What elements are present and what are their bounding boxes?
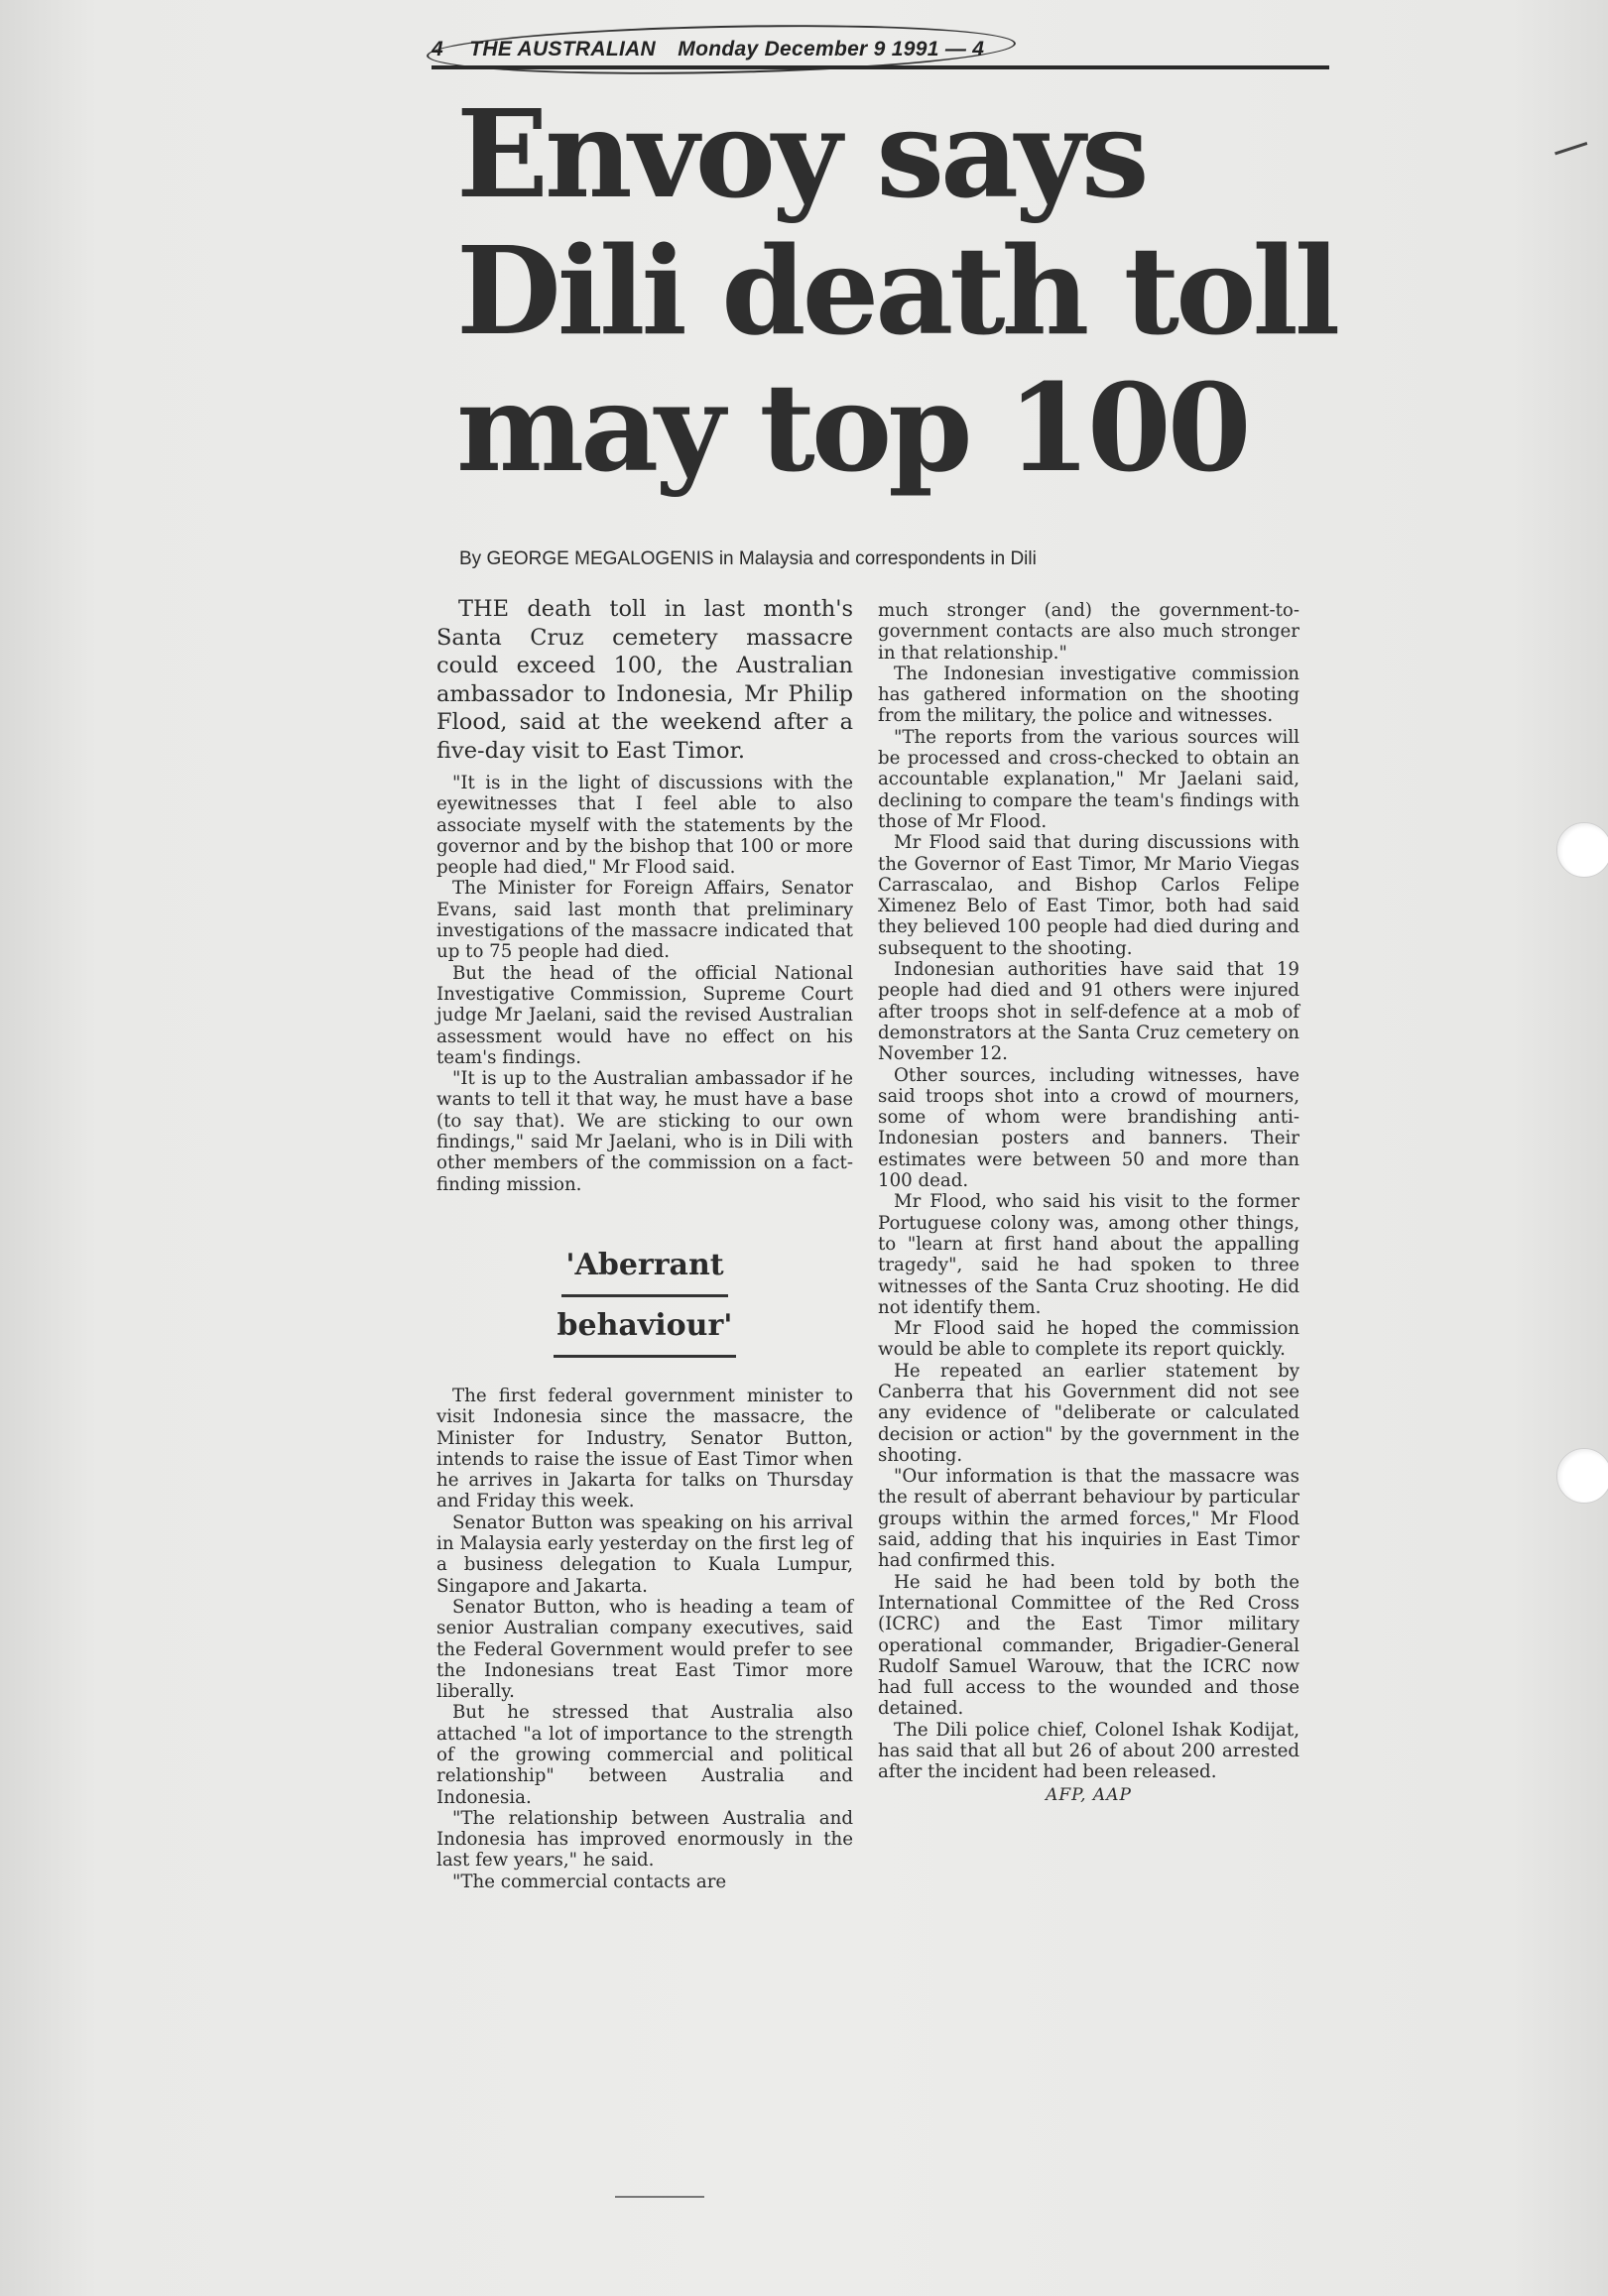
paragraph: "Our information is that the massacre was the result of aberrant behaviour by particular groups within the armed forces," Mr Flood said, adding that his inquiries in East Timor had confirmed this. — [878, 1466, 1299, 1572]
paragraph: "It is in the light of discussions with the eyewitnesses that I feel able to also associate myself with the statements by the governor and by the bishop that 100 or more people had died," Mr Flood said. — [436, 773, 853, 879]
headline — [456, 82, 1337, 499]
paragraph: He said he had been told by both the International Committee of the Red Cross (ICRC) and the East Timor military operational commander, Brigadier-General Rudolf Samuel Warouw, that the ICRC now had full access to the wounded and those detained. — [878, 1571, 1299, 1720]
paragraph: The Dili police chief, Colonel Ishak Kodijat, has said that all but 26 of about 200 arrested after the incident had been released. — [878, 1719, 1299, 1783]
paragraph: much stronger (and) the government-to-government contacts are also much stronger in that relationship." — [878, 600, 1299, 664]
paragraph: "The commercial contacts are — [452, 1871, 727, 1892]
paragraph: Indonesian authorities have said that 19 people had died and 91 others were injured after troops shot in self-defence at a mob of demonstrators at the Santa Cruz cemetery on November 12. — [878, 959, 1299, 1065]
paragraph: But the head of the official National Investigative Commission, Supreme Court judge Mr Jaelani, said the revised Australian assessment would have no effect on his team's findings. — [436, 962, 853, 1068]
paragraph: Mr Flood, who said his visit to the former Portuguese colony was, among other things, to "learn at first hand about the appalling tragedy", said he had spoken to three witnesses of the Santa Cruz shooting. He did not identify them. — [878, 1191, 1299, 1318]
end-rule — [615, 2196, 704, 2198]
paragraph: The Minister for Foreign Affairs, Senator Evans, said last month that preliminary investigations of the massacre indicated that up to 75 people had died. — [436, 878, 853, 963]
paragraph: Senator Button was speaking on his arrival in Malaysia early yesterday on the first leg of a business delegation to Kuala Lumpur, Singapore and Jakarta. — [436, 1511, 853, 1597]
newspaper-header: 4 THE AUSTRALIAN Monday December 9 1991 — 4 — [432, 38, 1329, 69]
paragraph: "It is up to the Australian ambassador if he wants to tell it that way, he must have a base (to say that). We are sticking to our own findings," said Mr Jaelani, who is in Dili with other members of the commission on a fact-finding mission. — [436, 1068, 853, 1195]
masthead: THE AUSTRALIAN — [469, 38, 657, 60]
paragraph: The first federal government minister to visit Indonesia since the massacre, the Minister for Industry, Senator Button, intends to raise the issue of East Timor when he arrives in Jakarta for talks on Thursday and Friday this week. — [436, 1385, 853, 1512]
paragraph: The Indonesian investigative commission has gathered information on the shooting from the military, the police and witnesses. — [878, 663, 1299, 727]
paragraph: Other sources, including witnesses, have said troops shot into a crowd of mourners, some of whom were brandishing anti-Indonesian posters and banners. Their estimates were between 50 and more than 100 dead. — [878, 1064, 1299, 1192]
article-column-2 — [878, 600, 1299, 1805]
paragraph: Senator Button, who is heading a team of senior Australian company executives, said the Federal Government would prefer to see the Indonesians treat East Timor more liberally. — [436, 1596, 853, 1703]
headline-line-3: may top 100 — [456, 356, 1248, 499]
paragraph: But he stressed that Australia also attached "a lot of importance to the strength of the growing commercial and political relationship" between Australia and Indonesia. — [436, 1702, 853, 1808]
paragraph: "The relationship between Australia and Indonesia has improved enormously in the last few years," he said. — [436, 1807, 853, 1872]
headline-line-2: Dili death toll — [456, 219, 1337, 362]
headline-line-1: Envoy says — [456, 82, 1146, 225]
issue-date: Monday December 9 1991 — [678, 38, 939, 60]
page-number-right: 4 — [972, 38, 985, 60]
subheading — [436, 1237, 853, 1358]
wire-credit: AFP, AAP — [1046, 1784, 1132, 1805]
paragraph: He repeated an earlier statement by Canberra that his Government did not see any evidence of "deliberate or calculated decision or action" by the government in the shooting. — [878, 1360, 1299, 1466]
paragraph: Mr Flood said that during discussions with the Governor of East Timor, Mr Mario Viegas Carrascalao, and Bishop Carlos Felipe Ximenez Belo of East Timor, both had said they believed 100 people had died during and subsequent to the shooting. — [878, 832, 1299, 959]
subheading-line-1: 'Aberrant — [561, 1237, 727, 1297]
byline: By GEORGE MEGALOGENIS in Malaysia and correspondents in Dili — [459, 548, 1037, 569]
paragraph: Mr Flood said he hoped the commission would be able to complete its report quickly. — [878, 1318, 1299, 1361]
paragraph: "The reports from the various sources will be processed and cross-checked to obtain an accountable explanation," Mr Jaelani said, declining to compare the team's findings with those of Mr Flood. — [878, 726, 1299, 832]
lead-paragraph: THE death toll in last month's Santa Cruz cemetery massacre could exceed 100, the Australian ambassador to Indonesia, Mr Philip Flood, said at the weekend after a five-day visit to East Timor. — [436, 596, 853, 764]
page-number-left: 4 — [432, 38, 443, 60]
article-column-1 — [436, 595, 853, 1892]
punch-hole-top — [1556, 822, 1608, 878]
subheading-line-2: behaviour' — [554, 1297, 737, 1358]
punch-hole-bottom — [1556, 1448, 1608, 1504]
